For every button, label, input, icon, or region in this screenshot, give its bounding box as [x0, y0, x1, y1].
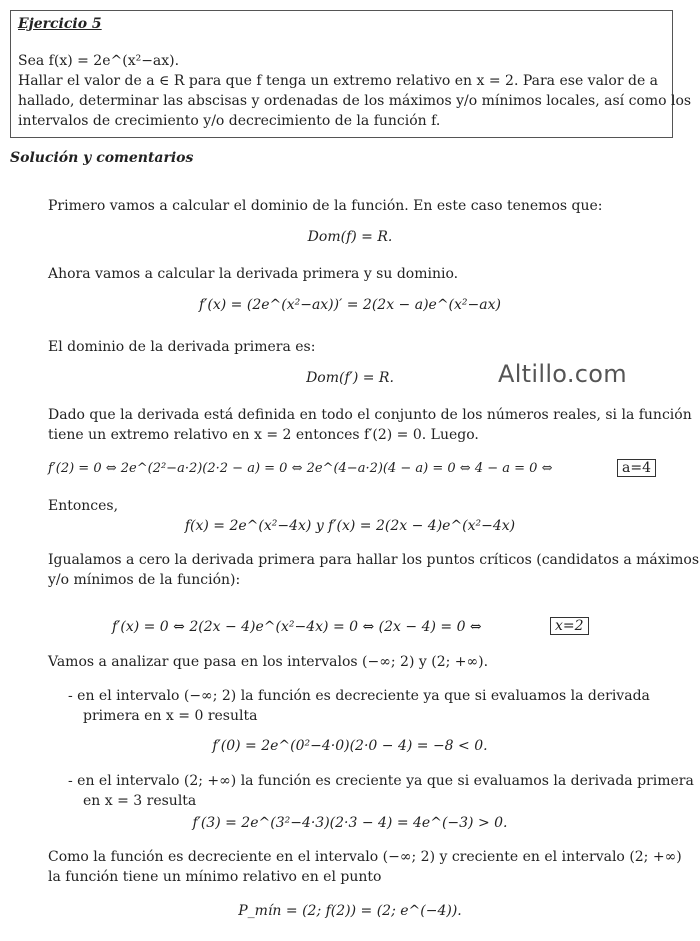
paragraph-6b: y/o mínimos de la función):	[48, 572, 241, 588]
bullet-1b: primera en x = 0 resulta	[83, 708, 258, 724]
problem-line-1: Sea f(x) = 2e^(x²−ax).	[18, 53, 180, 69]
bullet-1a: - en el intervalo (−∞; 2) la función es decreciente ya que si evaluamos la derivada	[68, 688, 650, 704]
paragraph-8b: la función tiene un mínimo relativo en el punto	[48, 869, 382, 885]
problem-line-4: intervalos de crecimiento y/o decrecimiento de la función f.	[18, 113, 441, 129]
solution-heading: Solución y comentarios	[10, 150, 194, 166]
altillo-watermark: Altillo.com	[498, 360, 627, 388]
paragraph-5: Entonces,	[48, 498, 119, 514]
problem-title: Ejercicio 5	[18, 16, 102, 32]
paragraph-4b: tiene un extremo relativo en x = 2 entonces f′(2) = 0. Luego.	[48, 427, 479, 443]
result-x-box: x=2	[550, 617, 589, 635]
problem-line-2: Hallar el valor de a ∈ R para que f tenga un extremo relativo en x = 2. Para ese valor de a	[18, 73, 659, 89]
equation-critical-points: f′(x) = 0 ⇔ 2(2x − 4)e^(x²−4x) = 0 ⇔ (2x − 4) = 0 ⇔	[112, 619, 482, 635]
paragraph-6a: Igualamos a cero la derivada primera para hallar los puntos críticos (candidatos a máximos	[48, 552, 700, 568]
bullet-2a: - en el intervalo (2; +∞) la función es creciente ya que si evaluamos la derivada primera	[68, 773, 694, 789]
paragraph-7: Vamos a analizar que pasa en los intervalos (−∞; 2) y (2; +∞).	[48, 654, 489, 670]
equation-minimum-point: P_mín = (2; f(2)) = (2; e^(−4)).	[238, 903, 462, 919]
result-a-box: a=4	[617, 459, 656, 477]
paragraph-2: Ahora vamos a calcular la derivada primera y su dominio.	[48, 266, 459, 282]
paragraph-3: El dominio de la derivada primera es:	[48, 339, 316, 355]
paragraph-1: Primero vamos a calcular el dominio de la función. En este caso tenemos que:	[48, 198, 603, 214]
equation-f-prime-0: f′(0) = 2e^(0²−4·0)(2·0 − 4) = −8 < 0.	[212, 738, 488, 754]
paragraph-4a: Dado que la derivada está definida en todo el conjunto de los números reales, si la función	[48, 407, 692, 423]
equation-derivative: f′(x) = (2e^(x²−ax))′ = 2(2x − a)e^(x²−ax)	[199, 297, 501, 313]
bullet-2b: en x = 3 resulta	[83, 793, 197, 809]
equation-f-and-derivative: f(x) = 2e^(x²−4x) y f′(x) = 2(2x − 4)e^(x²−4x)	[184, 518, 516, 534]
paragraph-8a: Como la función es decreciente en el intervalo (−∞; 2) y creciente en el intervalo (2; +∞)	[48, 849, 682, 865]
equation-derivative-domain: Dom(f′) = R.	[306, 370, 394, 386]
equation-domain: Dom(f) = R.	[307, 229, 393, 245]
problem-line-3: hallado, determinar las abscisas y ordenadas de los máximos y/o mínimos locales, así como los	[18, 93, 692, 109]
equation-solve-a: f′(2) = 0 ⇔ 2e^(2²−a·2)(2·2 − a) = 0 ⇔ 2e^(4−a·2)(4 − a) = 0 ⇔ 4 − a = 0 ⇔	[48, 461, 553, 476]
equation-f-prime-3: f′(3) = 2e^(3²−4·3)(2·3 − 4) = 4e^(−3) > 0.	[192, 815, 508, 831]
